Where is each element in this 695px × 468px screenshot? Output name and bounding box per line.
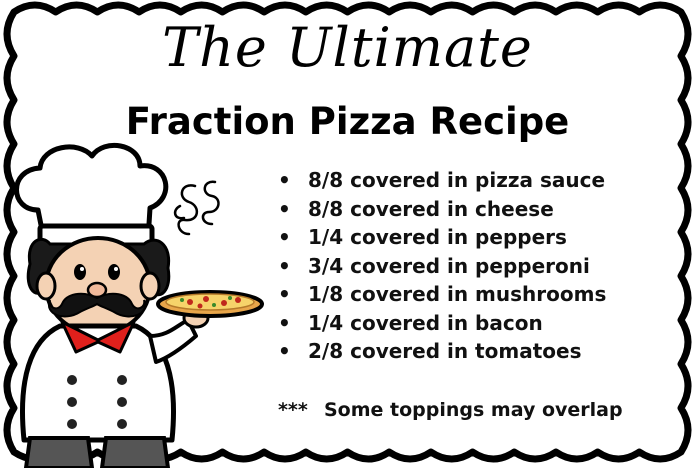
bullet: •	[278, 282, 291, 306]
recipe-item-text: 1/4 covered in bacon	[308, 310, 543, 335]
recipe-list	[278, 166, 606, 366]
note-stars: ***	[278, 399, 308, 421]
title-the-ultimate: The Ultimate	[162, 16, 533, 79]
recipe-item-cheese	[278, 195, 606, 224]
recipe-item-sauce	[278, 166, 606, 195]
chef-with-pizza-icon	[0, 140, 270, 468]
bullet: •	[278, 310, 291, 335]
recipe-item-text: 3/4 covered in pepperoni	[308, 253, 590, 278]
bullet: •	[278, 339, 291, 363]
bullet: •	[278, 253, 291, 278]
recipe-item-tomatoes	[278, 337, 606, 366]
recipe-item-peppers	[278, 223, 606, 252]
recipe-item-text: 8/8 covered in pizza sauce	[308, 168, 606, 192]
recipe-item-text: 1/8 covered in mushrooms	[308, 282, 607, 306]
recipe-item-pepperoni	[278, 252, 606, 281]
overlap-note	[278, 396, 623, 424]
bullet: •	[278, 225, 291, 249]
recipe-item-text: 1/4 covered in peppers	[308, 225, 567, 249]
recipe-item-mushrooms	[278, 280, 606, 309]
recipe-item-text: 2/8 covered in tomatoes	[308, 339, 582, 363]
note-text: Some toppings may overlap	[324, 399, 623, 421]
recipe-item-bacon	[278, 309, 606, 338]
title-fraction-pizza-recipe: Fraction Pizza Recipe	[125, 100, 570, 143]
recipe-item-text: 8/8 covered in cheese	[308, 196, 554, 221]
bullet: •	[278, 168, 291, 192]
bullet: •	[278, 196, 291, 221]
